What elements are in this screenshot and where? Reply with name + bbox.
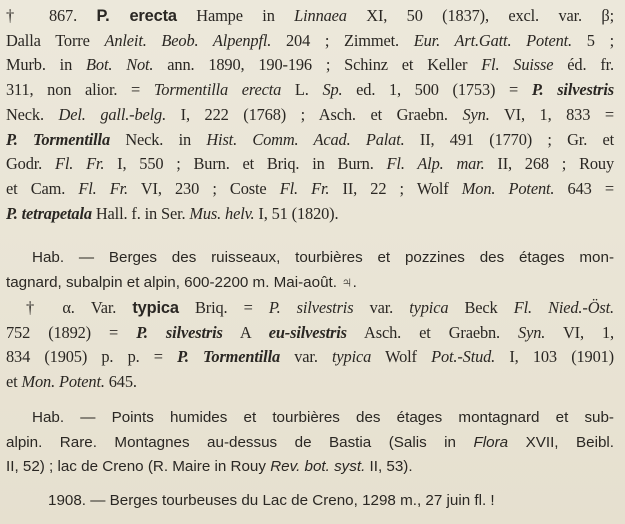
entry-line-2: Dalla Torre Anleit. Beob. Alpenpfl. 204 ; Zimmet. Eur. Art.Gatt. Potent. 5 ;	[6, 30, 614, 50]
variety-habitat-line-1: Hab. — Points humides et tourbières des étages montagnard et sub-	[32, 409, 614, 426]
entry-line-6: P. Tormentilla Neck. in Hist. Comm. Acad. Palat. II, 491 (1770) ; Gr. et	[6, 129, 614, 149]
habitat-line-2: tagnard, subalpin et alpin, 600-2200 m. Mai-août. ♃.	[6, 273, 357, 291]
variety-line-4: et Mon. Potent. 645.	[6, 372, 137, 392]
collection-record	[6, 489, 614, 514]
record-line: 1908. — Berges tourbeuses du Lac de Creno, 1298 m., 27 juin fl. !	[48, 492, 495, 509]
species-habitat	[6, 246, 614, 295]
entry-line-8: et Cam. Fl. Fr. VI, 230 ; Coste Fl. Fr. II, 22 ; Wolf Mon. Potent. 643 =	[6, 178, 614, 198]
variety-entry	[6, 296, 614, 395]
entry-line-9: P. tetrapetala Hall. f. in Ser. Mus. helv. I, 51 (1820).	[6, 203, 339, 223]
entry-line-5: Neck. Del. gall.-belg. I, 222 (1768) ; Asch. et Graebn. Syn. VI, 1, 833 =	[6, 104, 614, 124]
entry-line-3: Murb. in Bot. Not. ann. 1890, 190-196 ; Schinz et Keller Fl. Suisse éd. fr.	[6, 55, 614, 75]
variety-line-3: 834 (1905) p. p. = P. Tormentilla var. typica Wolf Pot.-Stud. I, 103 (1901)	[6, 347, 614, 367]
variety-habitat-line-3: II, 52) ; lac de Creno (R. Maire in Rouy Rev. bot. syst. II, 53).	[6, 458, 413, 476]
habitat-line-1: Hab. — Berges des ruisseaux, tourbières et pozzines des étages mon-	[32, 249, 614, 266]
entry-line-7: Godr. Fl. Fr. I, 550 ; Burn. et Briq. in Burn. Fl. Alp. mar. II, 268 ; Rouy	[6, 154, 614, 174]
variety-line-1: † α. Var. typica Briq. = P. silvestris var. typica Beck Fl. Nied.-Öst.	[26, 298, 614, 317]
entry-line-4: 311, non alior. = Tormentilla erecta L. Sp. ed. 1, 500 (1753) = P. silvestris	[6, 80, 614, 100]
entry-line-1: † 867. P. erecta Hampe in Linnaea XI, 50 (1837), excl. var. β;	[6, 6, 614, 25]
variety-habitat	[6, 406, 614, 480]
variety-habitat-line-2: alpin. Rare. Montagnes au-dessus de Bastia (Salis in Flora XVII, Beibl.	[6, 433, 614, 451]
species-entry	[6, 4, 614, 226]
variety-line-2: 752 (1892) = P. silvestris A eu-silvestris Asch. et Graebn. Syn. VI, 1,	[6, 322, 614, 342]
